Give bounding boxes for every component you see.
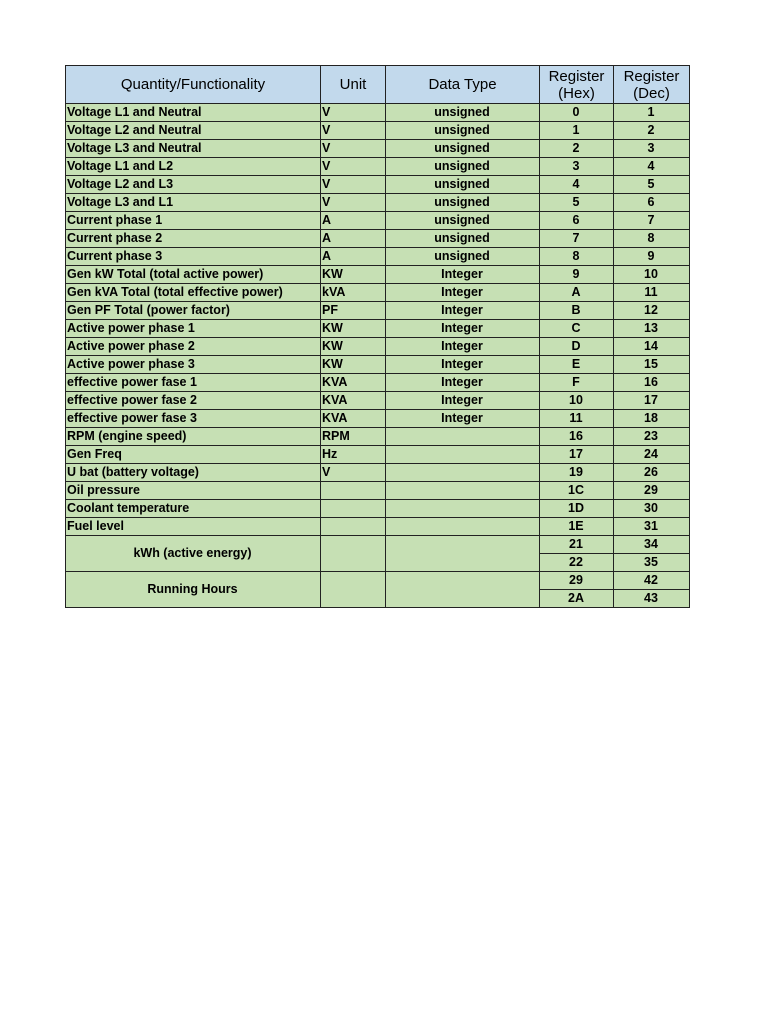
- cell-register-dec: 7: [614, 212, 690, 230]
- table-row: [66, 464, 690, 482]
- cell-unit: A: [321, 248, 386, 266]
- cell-unit: kVA: [321, 284, 386, 302]
- cell-register-hex: 3: [540, 158, 614, 176]
- cell-register-hex: 1E: [540, 518, 614, 536]
- cell-data-type: Integer: [386, 410, 540, 428]
- cell-register-dec: 15: [614, 356, 690, 374]
- cell-unit: [321, 572, 386, 608]
- cell-register-hex: C: [540, 320, 614, 338]
- cell-data-type: unsigned: [386, 176, 540, 194]
- table-row: [66, 482, 690, 500]
- cell-data-type: Integer: [386, 392, 540, 410]
- cell-register-dec: 34: [614, 536, 690, 554]
- cell-quantity: RPM (engine speed): [66, 428, 321, 446]
- cell-quantity: Voltage L2 and L3: [66, 176, 321, 194]
- cell-quantity: Current phase 1: [66, 212, 321, 230]
- table-row: [66, 284, 690, 302]
- table-row: [66, 248, 690, 266]
- cell-data-type: Integer: [386, 320, 540, 338]
- cell-quantity: Active power phase 1: [66, 320, 321, 338]
- cell-quantity: Gen kW Total (total active power): [66, 266, 321, 284]
- cell-quantity: Voltage L2 and Neutral: [66, 122, 321, 140]
- header-row: [66, 66, 690, 104]
- table-row: [66, 158, 690, 176]
- cell-unit: KVA: [321, 392, 386, 410]
- cell-register-hex: 22: [540, 554, 614, 572]
- cell-unit: V: [321, 158, 386, 176]
- table-body: [66, 104, 690, 608]
- cell-register-hex: 1: [540, 122, 614, 140]
- cell-register-dec: 13: [614, 320, 690, 338]
- table-row: [66, 230, 690, 248]
- cell-unit: KW: [321, 356, 386, 374]
- cell-unit: Hz: [321, 446, 386, 464]
- cell-register-hex: 0: [540, 104, 614, 122]
- cell-quantity: Running Hours: [66, 572, 321, 608]
- cell-unit: V: [321, 122, 386, 140]
- cell-register-hex: 29: [540, 572, 614, 590]
- cell-unit: [321, 536, 386, 572]
- cell-unit: KW: [321, 266, 386, 284]
- cell-unit: V: [321, 104, 386, 122]
- cell-register-hex: 4: [540, 176, 614, 194]
- cell-data-type: unsigned: [386, 194, 540, 212]
- cell-data-type: [386, 536, 540, 572]
- cell-register-hex: 21: [540, 536, 614, 554]
- cell-quantity: effective power fase 2: [66, 392, 321, 410]
- cell-register-hex: F: [540, 374, 614, 392]
- table-row: [66, 338, 690, 356]
- cell-quantity: Current phase 3: [66, 248, 321, 266]
- cell-quantity: Gen kVA Total (total effective power): [66, 284, 321, 302]
- cell-register-dec: 26: [614, 464, 690, 482]
- cell-quantity: Gen Freq: [66, 446, 321, 464]
- cell-quantity: Voltage L3 and Neutral: [66, 140, 321, 158]
- table-row: [66, 410, 690, 428]
- table-row: [66, 428, 690, 446]
- table-row: [66, 194, 690, 212]
- table-header: [66, 66, 690, 104]
- cell-quantity: Voltage L3 and L1: [66, 194, 321, 212]
- cell-register-dec: 10: [614, 266, 690, 284]
- cell-data-type: unsigned: [386, 212, 540, 230]
- cell-quantity: Gen PF Total (power factor): [66, 302, 321, 320]
- cell-unit: V: [321, 140, 386, 158]
- cell-register-hex: 17: [540, 446, 614, 464]
- cell-register-dec: 5: [614, 176, 690, 194]
- table-row: [66, 122, 690, 140]
- cell-unit: KVA: [321, 410, 386, 428]
- cell-data-type: Integer: [386, 356, 540, 374]
- cell-unit: RPM: [321, 428, 386, 446]
- cell-quantity: Active power phase 2: [66, 338, 321, 356]
- cell-quantity: Fuel level: [66, 518, 321, 536]
- table-row: [66, 572, 690, 590]
- cell-unit: V: [321, 176, 386, 194]
- cell-register-dec: 17: [614, 392, 690, 410]
- cell-data-type: unsigned: [386, 248, 540, 266]
- cell-data-type: [386, 482, 540, 500]
- table-row: [66, 140, 690, 158]
- table-row: [66, 176, 690, 194]
- cell-unit: PF: [321, 302, 386, 320]
- table-row: [66, 212, 690, 230]
- cell-register-dec: 1: [614, 104, 690, 122]
- cell-register-dec: 43: [614, 590, 690, 608]
- cell-register-hex: D: [540, 338, 614, 356]
- table-row: [66, 356, 690, 374]
- cell-register-hex: 7: [540, 230, 614, 248]
- cell-register-dec: 35: [614, 554, 690, 572]
- cell-register-dec: 23: [614, 428, 690, 446]
- cell-data-type: Integer: [386, 266, 540, 284]
- cell-quantity: Voltage L1 and L2: [66, 158, 321, 176]
- cell-register-hex: A: [540, 284, 614, 302]
- cell-unit: [321, 482, 386, 500]
- cell-data-type: unsigned: [386, 104, 540, 122]
- table-row: [66, 536, 690, 554]
- cell-register-hex: 1C: [540, 482, 614, 500]
- cell-register-dec: 42: [614, 572, 690, 590]
- cell-register-hex: 5: [540, 194, 614, 212]
- cell-data-type: unsigned: [386, 158, 540, 176]
- header-quantity: Quantity/Functionality: [66, 66, 321, 104]
- cell-data-type: Integer: [386, 284, 540, 302]
- cell-register-dec: 24: [614, 446, 690, 464]
- cell-register-dec: 12: [614, 302, 690, 320]
- cell-register-dec: 18: [614, 410, 690, 428]
- cell-data-type: [386, 572, 540, 608]
- cell-register-dec: 3: [614, 140, 690, 158]
- cell-unit: KVA: [321, 374, 386, 392]
- cell-quantity: Oil pressure: [66, 482, 321, 500]
- cell-register-dec: 14: [614, 338, 690, 356]
- header-unit: Unit: [321, 66, 386, 104]
- table-row: [66, 374, 690, 392]
- cell-data-type: [386, 464, 540, 482]
- cell-quantity: U bat (battery voltage): [66, 464, 321, 482]
- cell-register-hex: 19: [540, 464, 614, 482]
- cell-data-type: [386, 518, 540, 536]
- cell-register-dec: 9: [614, 248, 690, 266]
- cell-register-dec: 2: [614, 122, 690, 140]
- cell-quantity: effective power fase 3: [66, 410, 321, 428]
- cell-unit: A: [321, 212, 386, 230]
- table-row: [66, 392, 690, 410]
- table-row: [66, 266, 690, 284]
- cell-register-dec: 16: [614, 374, 690, 392]
- cell-quantity: Current phase 2: [66, 230, 321, 248]
- cell-register-hex: 2: [540, 140, 614, 158]
- table-row: [66, 446, 690, 464]
- cell-register-hex: 9: [540, 266, 614, 284]
- cell-register-dec: 6: [614, 194, 690, 212]
- cell-register-dec: 8: [614, 230, 690, 248]
- table-row: [66, 518, 690, 536]
- cell-data-type: Integer: [386, 338, 540, 356]
- cell-data-type: [386, 446, 540, 464]
- cell-quantity: kWh (active energy): [66, 536, 321, 572]
- header-data-type: Data Type: [386, 66, 540, 104]
- table-row: [66, 302, 690, 320]
- cell-register-hex: 2A: [540, 590, 614, 608]
- cell-data-type: [386, 428, 540, 446]
- cell-register-hex: E: [540, 356, 614, 374]
- cell-unit: V: [321, 464, 386, 482]
- cell-register-dec: 30: [614, 500, 690, 518]
- table-row: [66, 320, 690, 338]
- cell-data-type: [386, 500, 540, 518]
- cell-data-type: Integer: [386, 302, 540, 320]
- cell-unit: A: [321, 230, 386, 248]
- cell-register-hex: 11: [540, 410, 614, 428]
- cell-quantity: Voltage L1 and Neutral: [66, 104, 321, 122]
- header-register-dec: Register (Dec): [614, 66, 690, 104]
- table-row: [66, 104, 690, 122]
- header-register-hex: Register (Hex): [540, 66, 614, 104]
- cell-unit: V: [321, 194, 386, 212]
- cell-register-hex: 1D: [540, 500, 614, 518]
- cell-register-hex: 8: [540, 248, 614, 266]
- cell-data-type: unsigned: [386, 140, 540, 158]
- register-map-table: [65, 65, 690, 608]
- cell-register-hex: 6: [540, 212, 614, 230]
- cell-register-hex: 16: [540, 428, 614, 446]
- table-row: [66, 500, 690, 518]
- cell-quantity: Active power phase 3: [66, 356, 321, 374]
- cell-register-dec: 29: [614, 482, 690, 500]
- cell-quantity: effective power fase 1: [66, 374, 321, 392]
- cell-register-hex: 10: [540, 392, 614, 410]
- cell-register-hex: B: [540, 302, 614, 320]
- cell-quantity: Coolant temperature: [66, 500, 321, 518]
- cell-data-type: Integer: [386, 374, 540, 392]
- cell-unit: KW: [321, 320, 386, 338]
- cell-data-type: unsigned: [386, 122, 540, 140]
- cell-unit: KW: [321, 338, 386, 356]
- cell-register-dec: 31: [614, 518, 690, 536]
- cell-register-dec: 4: [614, 158, 690, 176]
- cell-data-type: unsigned: [386, 230, 540, 248]
- cell-unit: [321, 500, 386, 518]
- cell-unit: [321, 518, 386, 536]
- cell-register-dec: 11: [614, 284, 690, 302]
